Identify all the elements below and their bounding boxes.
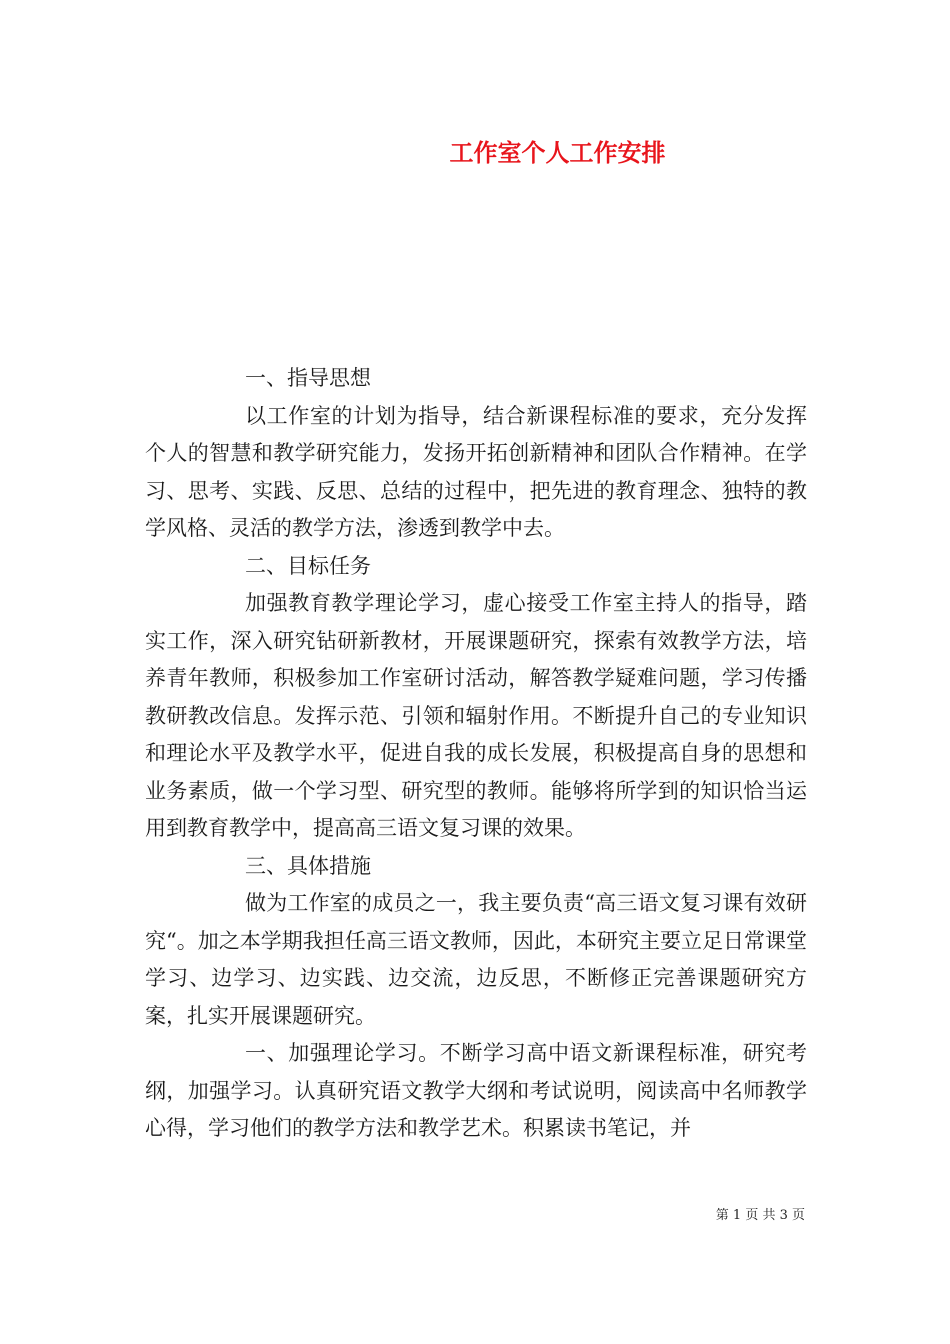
section-heading-guiding-thought: 一、指导思想 [245, 366, 371, 390]
document-body [145, 360, 807, 1148]
paragraph-guiding-thought: 以工作室的计划为指导，结合新课程标准的要求，充分发挥个人的智慧和教学研究能力，发扬开拓创新精神和团队合作精神。在学习、思考、实践、反思、总结的过程中，把先进的教育理念、独特的教学风格、灵活的教学方法，渗透到教学中去。 [145, 403, 807, 540]
paragraph-measures: 做为工作室的成员之一，我主要负责“高三语文复习课有效研究“。加之本学期我担任高三语文教师，因此，本研究主要立足日常课堂学习、边学习、边实践、边交流，边反思，不断修正完善课题研究方案，扎实开展课题研究。 [145, 891, 807, 1028]
page-number-footer: 第 1 页 共 3 页 [715, 1208, 805, 1223]
paragraph-theory-study: 一、加强理论学习。不断学习高中语文新课程标准，研究考纲，加强学习。认真研究语文教学大纲和考试说明，阅读高中名师教学心得，学习他们的教学方法和教学艺术。积累读书笔记，并 [145, 1041, 807, 1140]
paragraph-goals: 加强教育教学理论学习，虚心接受工作室主持人的指导，踏实工作，深入研究钻研新教材，开展课题研究，探索有效教学方法，培养青年教师，积极参加工作室研讨活动，解答教学疑难问题，学习传播教研教改信息。发挥示范、引领和辐射作用。不断提升自己的专业知识和理论水平及教学水平，促进自我的成长发展，积极提高自身的思想和业务素质，做一个学习型、研究型的教师。能够将所学到的知识恰当运用到教育教学中，提高高三语文复习课的效果。 [145, 591, 807, 840]
section-heading-goals: 二、目标任务 [245, 553, 371, 578]
document-title: 工作室个人工作安排 [449, 138, 666, 167]
section-heading-measures: 三、具体措施 [245, 853, 371, 878]
